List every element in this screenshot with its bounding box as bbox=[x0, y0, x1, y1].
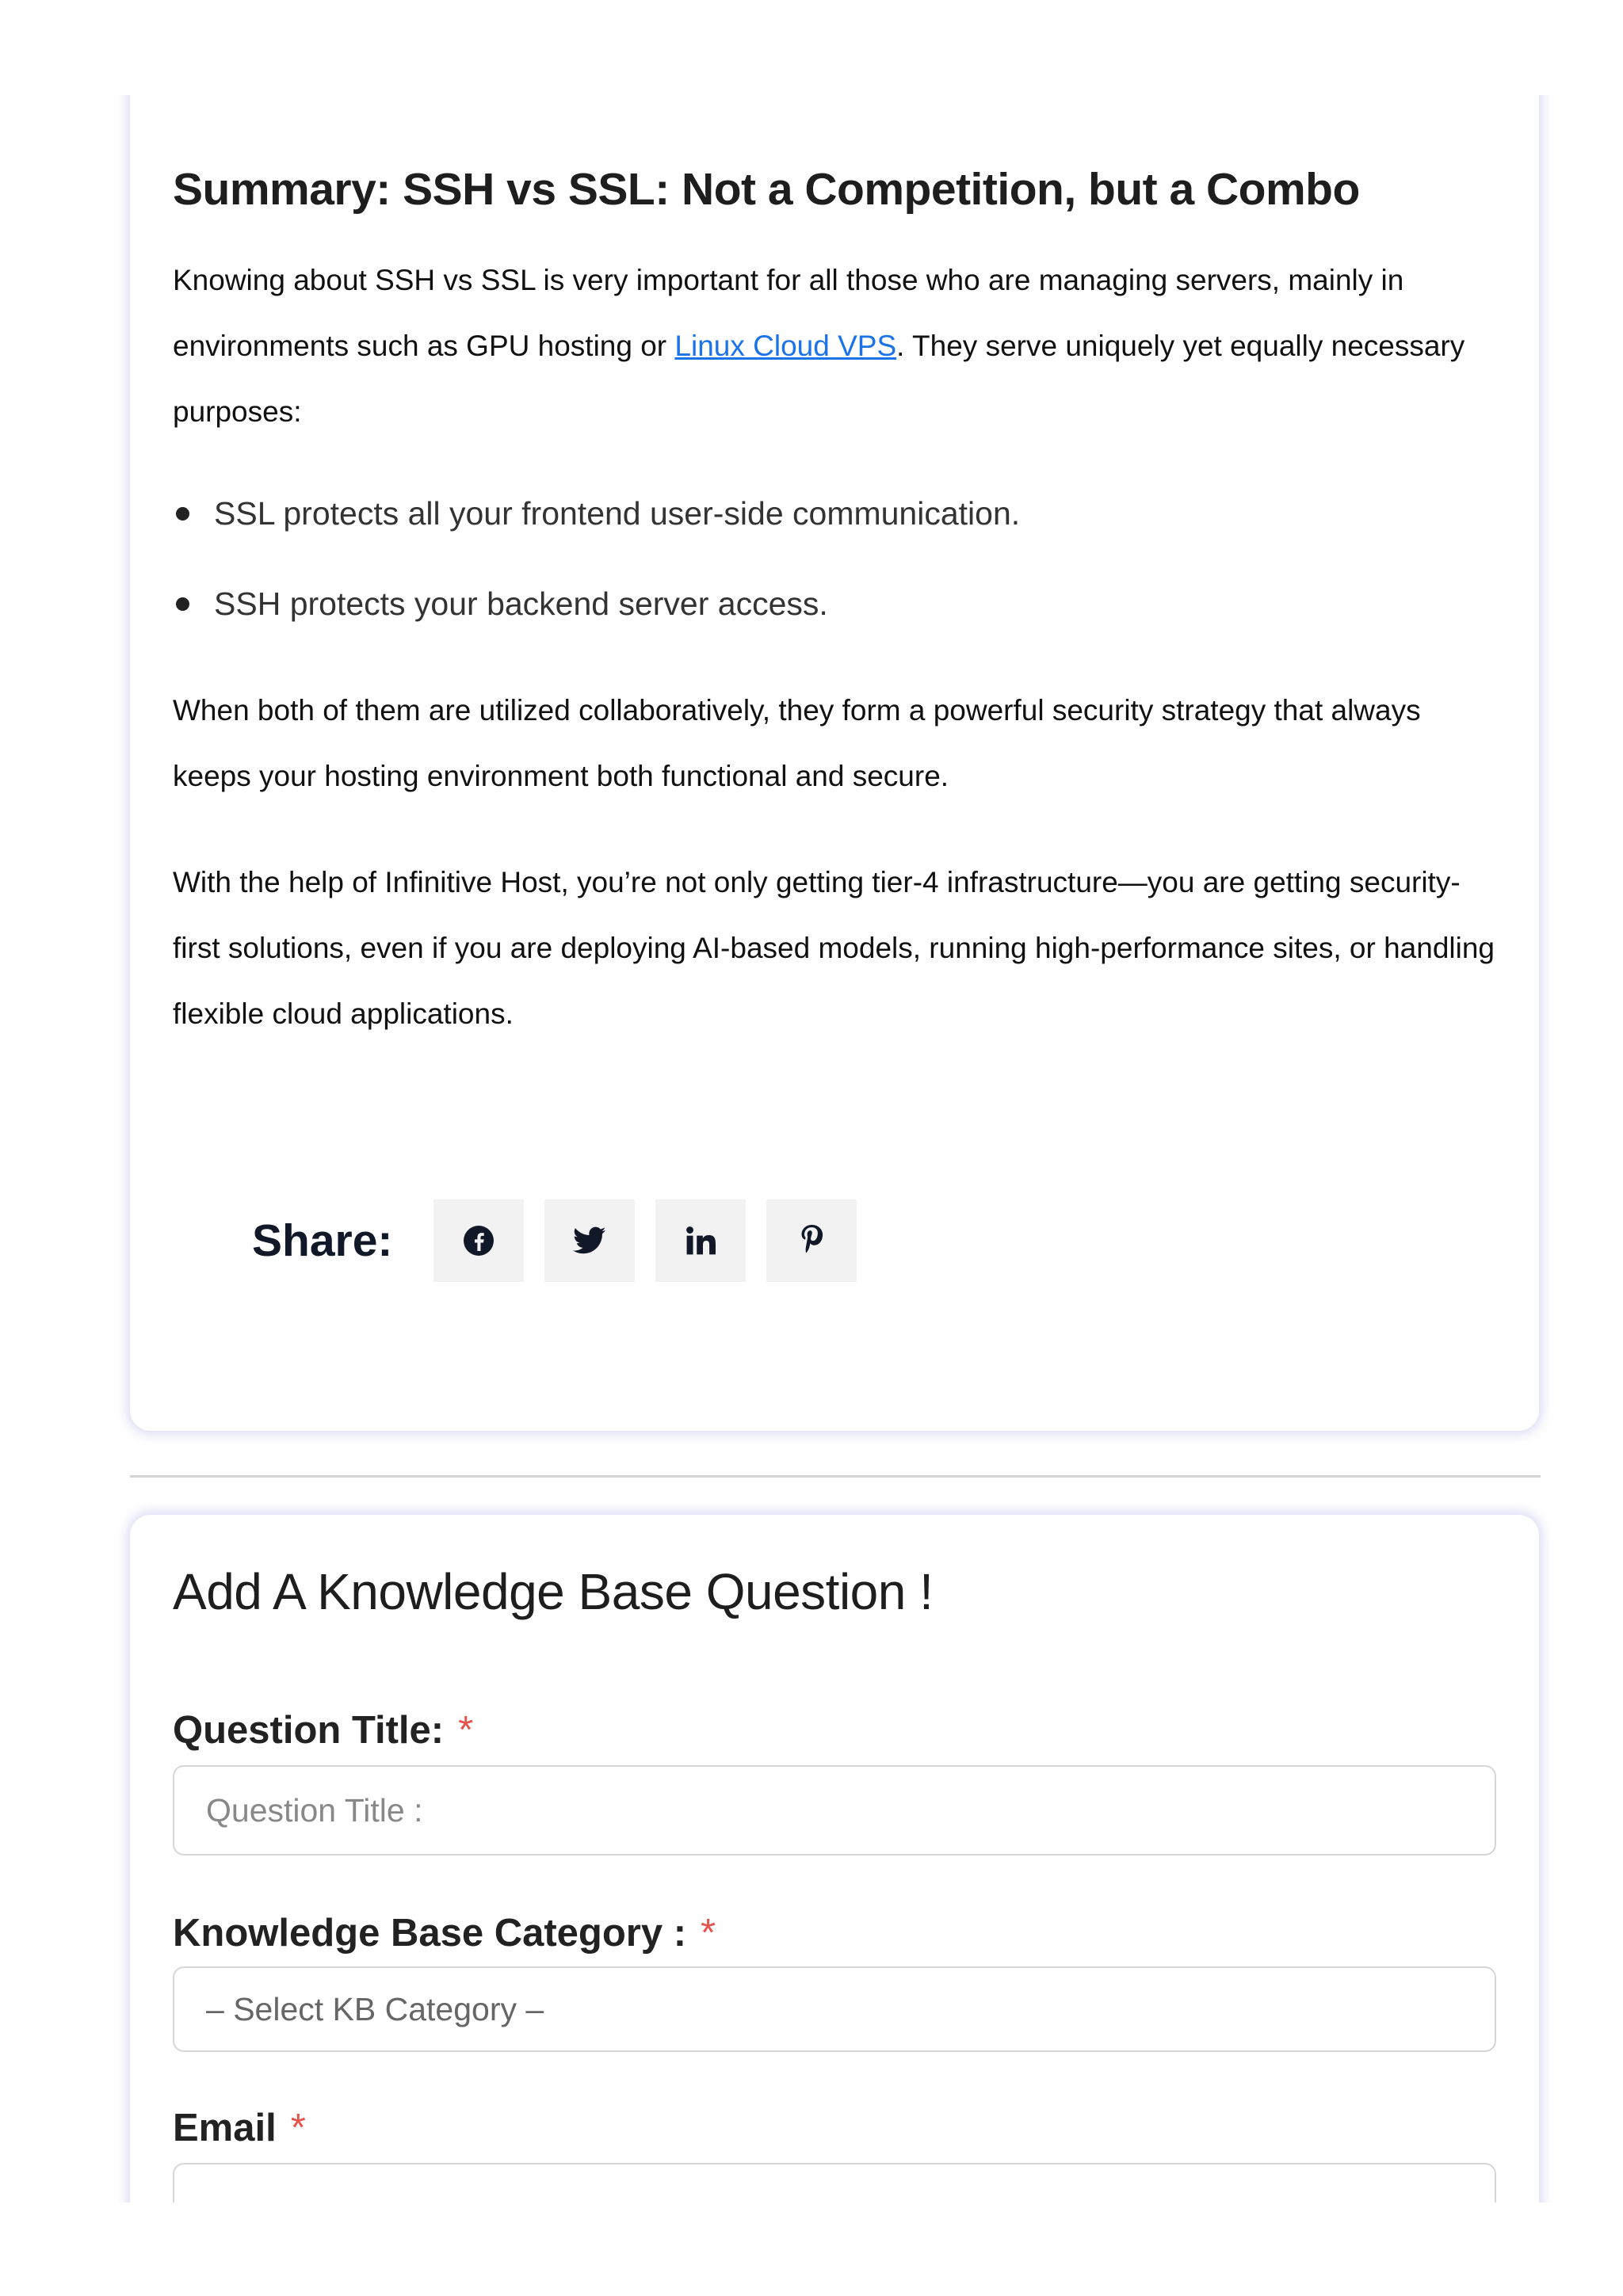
twitter-icon bbox=[573, 1226, 606, 1255]
scroll-area[interactable] bbox=[0, 95, 1623, 2203]
summary-bullet-list bbox=[173, 483, 1020, 664]
kb-category-label bbox=[173, 1911, 716, 1955]
kb-category-select[interactable] bbox=[173, 1966, 1496, 2052]
bullet-text: SSH protects your backend server access. bbox=[214, 585, 828, 622]
share-label: Share: bbox=[252, 1215, 393, 1266]
share-linkedin-button[interactable] bbox=[655, 1199, 746, 1282]
linux-cloud-vps-link[interactable]: Linux Cloud VPS bbox=[674, 330, 897, 362]
required-asterisk: * bbox=[290, 2107, 306, 2149]
required-asterisk: * bbox=[701, 1912, 716, 1955]
email-input[interactable] bbox=[173, 2163, 1496, 2203]
bullet-item-ssh bbox=[173, 574, 1020, 664]
required-asterisk: * bbox=[458, 1709, 474, 1752]
question-title-label-text: Question Title: bbox=[173, 1709, 445, 1752]
pinterest-icon bbox=[800, 1225, 823, 1257]
summary-paragraph-1-end: . They serve uniquely yet equally necessary purposes: bbox=[173, 330, 1465, 428]
summary-paragraph-1 bbox=[173, 247, 1504, 444]
linkedin-icon bbox=[685, 1226, 716, 1256]
bullet-dot-icon bbox=[176, 597, 189, 611]
share-twitter-button[interactable] bbox=[544, 1199, 635, 1282]
kb-question-form-card bbox=[130, 1515, 1539, 2203]
summary-paragraph-3: With the help of Infinitive Host, you’re not only getting tier-4 infrastructure—you are getting security-first solutions, even if you are deploying AI-based models, running high-performance sites, or handling flexible cloud applications. bbox=[173, 866, 1495, 1030]
share-bar bbox=[252, 1199, 877, 1282]
bullet-dot-icon bbox=[176, 507, 189, 521]
section-divider bbox=[130, 1475, 1541, 1478]
share-facebook-button[interactable] bbox=[433, 1199, 524, 1282]
email-label-text: Email bbox=[173, 2107, 277, 2149]
email-label bbox=[173, 2106, 306, 2150]
summary-heading: Summary: SSH vs SSL: Not a Competition, but a Combo bbox=[173, 164, 1360, 215]
summary-paragraph-2: When both of them are utilized collaboratively, they form a powerful security strategy that always keeps your hosting environment both functional and secure. bbox=[173, 694, 1421, 792]
question-title-input[interactable] bbox=[173, 1765, 1496, 1855]
kb-category-label-text: Knowledge Base Category : bbox=[173, 1912, 687, 1955]
bullet-item-ssl bbox=[173, 483, 1020, 574]
share-pinterest-button[interactable] bbox=[766, 1199, 857, 1282]
article-card bbox=[130, 95, 1539, 1431]
form-title: Add A Knowledge Base Question ! bbox=[173, 1563, 934, 1620]
summary-paragraph-1-start: Knowing about SSH vs SSL is very important for all those who are managing servers, mainly in environments such as GPU hosting or bbox=[173, 264, 1404, 362]
kb-category-selected-value: – Select KB Category – bbox=[206, 1990, 544, 2027]
bullet-text: SSL protects all your frontend user-side communication. bbox=[214, 495, 1021, 532]
facebook-icon bbox=[463, 1225, 495, 1257]
question-title-label bbox=[173, 1708, 473, 1753]
